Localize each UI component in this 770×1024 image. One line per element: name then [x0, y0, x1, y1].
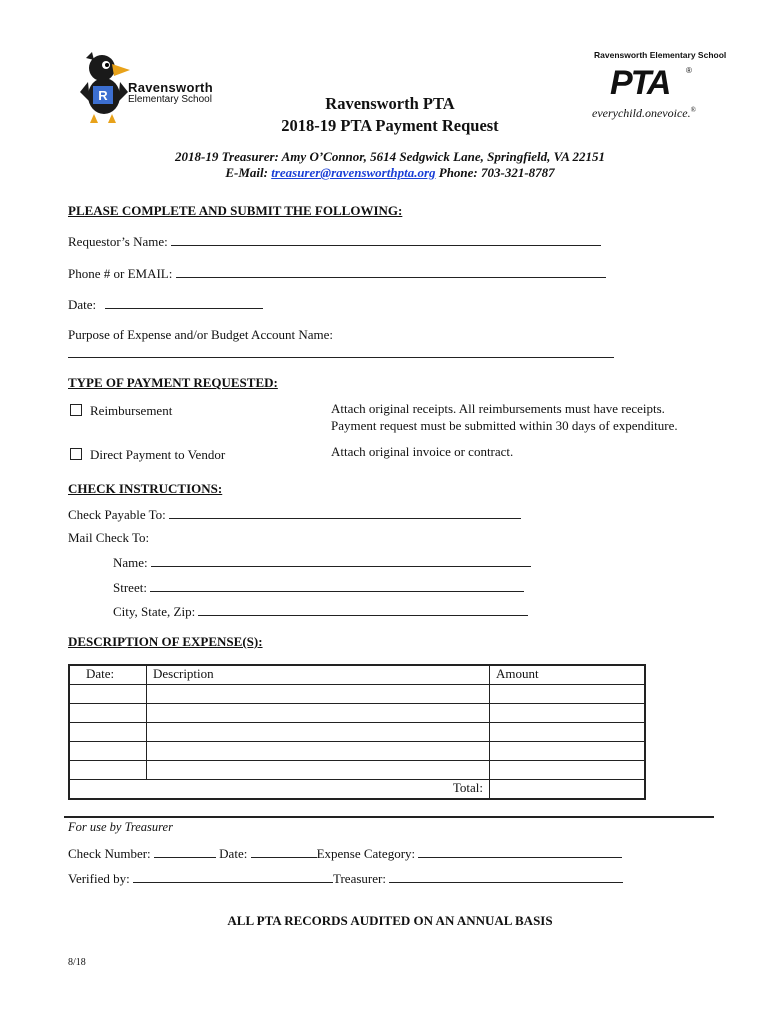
- pta-logo-tagline: [592, 106, 696, 121]
- tagline-everychild: everychild.: [592, 106, 645, 120]
- direct-payment-checkbox[interactable]: [70, 448, 82, 460]
- phone-text: Phone: 703-321-8787: [438, 165, 555, 180]
- school-logo-name: Ravensworth: [128, 80, 213, 95]
- treasurer-date-field[interactable]: [251, 845, 317, 858]
- check-payable-label: Check Payable To:: [68, 507, 166, 522]
- school-logo-subtitle: Elementary School: [128, 94, 212, 105]
- table-header-row: [69, 665, 645, 685]
- pta-logo-word: PTA: [610, 64, 670, 102]
- pta-logo: [588, 48, 728, 124]
- mail-city-row: [113, 603, 528, 620]
- reimbursement-checkbox[interactable]: [70, 404, 82, 416]
- requestor-label: Requestor’s Name:: [68, 234, 168, 249]
- mail-name-label: Name:: [113, 555, 148, 570]
- phone-email-field[interactable]: [176, 265, 606, 278]
- table-row: [69, 723, 645, 742]
- page-title: Ravensworth PTA: [325, 94, 455, 113]
- reimbursement-label: Reimbursement: [90, 403, 173, 418]
- tagline-onevoice: onevoice.: [644, 106, 691, 120]
- school-logo: [72, 50, 232, 128]
- revision-date: 8/18: [68, 957, 86, 968]
- pta-logo-registered: ®: [686, 66, 692, 75]
- mail-street-field[interactable]: [150, 579, 524, 592]
- reimbursement-note: Attach original receipts. All reimbursements must have receipts. Payment request must be submitted within 30 days of expenditure.: [331, 401, 678, 433]
- verified-label: Verified by:: [68, 871, 130, 886]
- verified-field[interactable]: [133, 870, 333, 883]
- column-description: Description: [147, 665, 490, 685]
- direct-payment-option[interactable]: [70, 447, 225, 463]
- phone-email-label: Phone # or EMAIL:: [68, 266, 173, 281]
- treasurer-email-phone: [80, 165, 700, 181]
- treasurer-contact: 2018-19 Treasurer: Amy O’Connor, 5614 Sedgwick Lane, Springfield, VA 22151: [175, 149, 605, 164]
- total-row: [69, 780, 645, 800]
- payment-type-heading: TYPE OF PAYMENT REQUESTED:: [68, 375, 278, 390]
- expense-category-label: Expense Category:: [316, 846, 416, 861]
- check-heading: CHECK INSTRUCTIONS:: [68, 481, 223, 496]
- treasurer-email-link[interactable]: treasurer@ravensworthpta.org: [271, 165, 436, 180]
- requestor-row: [68, 233, 601, 250]
- purpose-label: Purpose of Expense and/or Budget Account Name:: [68, 327, 333, 342]
- treasurer-date-label: Date:: [219, 846, 248, 861]
- purpose-field[interactable]: [68, 357, 614, 358]
- pta-logo-school-name: Ravensworth Elementary School: [594, 50, 727, 60]
- verified-row: [68, 870, 623, 887]
- column-date: Date:: [69, 665, 147, 685]
- date-label: Date:: [68, 297, 97, 312]
- total-label: Total:: [69, 780, 490, 800]
- mail-city-field[interactable]: [198, 603, 528, 616]
- page-subtitle: 2018-19 PTA Payment Request: [281, 116, 499, 135]
- date-row: [68, 296, 263, 313]
- table-row: [69, 685, 645, 704]
- table-row: [69, 704, 645, 723]
- expense-table: [68, 664, 646, 800]
- audit-notice: ALL PTA RECORDS AUDITED ON AN ANNUAL BASIS: [227, 913, 553, 928]
- check-number-row: [68, 845, 622, 862]
- raven-mascot-icon: [76, 52, 132, 124]
- mail-city-label: City, State, Zip:: [113, 604, 196, 619]
- expenses-heading: DESCRIPTION OF EXPENSE(S):: [68, 634, 263, 649]
- treasurer-divider: [64, 816, 714, 818]
- email-label: E-Mail:: [225, 165, 268, 180]
- reimbursement-option[interactable]: [70, 403, 172, 419]
- direct-payment-note: Attach original invoice or contract.: [331, 444, 514, 459]
- mail-check-label: Mail Check To:: [68, 530, 150, 545]
- svg-text:R: R: [98, 88, 108, 103]
- mail-street-label: Street:: [113, 580, 147, 595]
- requestor-name-field[interactable]: [171, 233, 601, 246]
- treasurer-use-label: For use by Treasurer: [68, 820, 173, 834]
- phone-email-row: [68, 265, 606, 282]
- mail-name-row: [113, 554, 531, 571]
- column-amount: Amount: [490, 665, 646, 685]
- mail-name-field[interactable]: [151, 554, 531, 567]
- direct-payment-label: Direct Payment to Vendor: [90, 447, 226, 462]
- treasurer-sign-label: Treasurer:: [332, 871, 386, 886]
- total-amount-field[interactable]: [490, 780, 646, 800]
- check-number-label: Check Number:: [68, 846, 151, 861]
- expense-category-field[interactable]: [418, 845, 622, 858]
- check-payable-row: [68, 506, 521, 523]
- date-field[interactable]: [105, 296, 263, 309]
- table-row: [69, 761, 645, 780]
- treasurer-sign-field[interactable]: [389, 870, 623, 883]
- table-row: [69, 742, 645, 761]
- check-number-field[interactable]: [154, 845, 216, 858]
- check-payable-field[interactable]: [169, 506, 521, 519]
- mail-street-row: [113, 579, 524, 596]
- tagline-registered: ®: [690, 106, 696, 114]
- complete-heading: PLEASE COMPLETE AND SUBMIT THE FOLLOWING:: [68, 203, 403, 218]
